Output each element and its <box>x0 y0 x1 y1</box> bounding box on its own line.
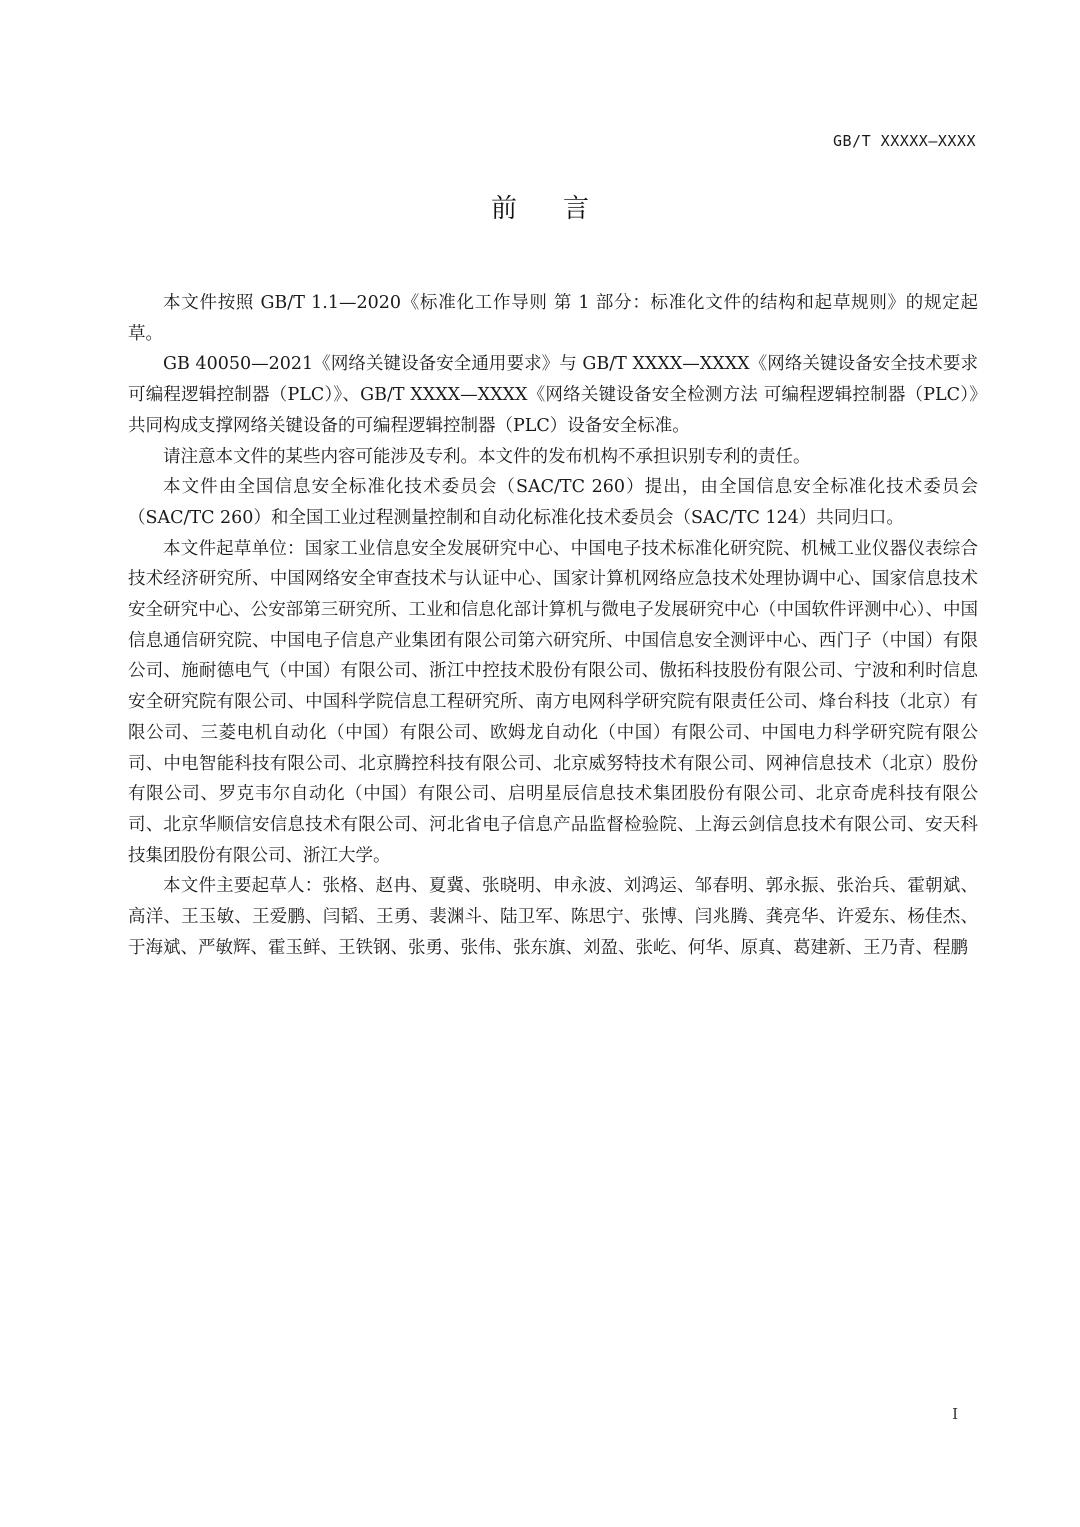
paragraph-patent-notice: 请注意本文件的某些内容可能涉及专利。本文件的发布机构不承担识别专利的责任。 <box>163 446 811 467</box>
document-code: GB/T XXXXX—XXXX <box>833 132 976 150</box>
paragraph-drafters: 本文件主要起草人：张格、赵冉、夏冀、张晓明、申永波、刘鸿运、邹春明、郭永振、张治兵、霍朝斌、高洋、王玉敏、王爱鹏、闫韬、王勇、裴渊斗、陆卫军、陈思宁、张博、闫兆腾、龚亮华、许爱东、杨佳杰、于海斌、严敏辉、霍玉鲜、王铁钢、张勇、张伟、张东旗、刘盈、张屹、何华、原真、葛建新、王乃青、程鹏 <box>128 876 978 958</box>
foreword-body <box>128 288 978 963</box>
paragraph-related-standards: GB 40050—2021《网络关键设备安全通用要求》与 GB/T XXXX—XXXX《网络关键设备安全技术要求 可编程逻辑控制器（PLC）》、GB/T XXXX—XXXX《网络关键设备安全检测方法 可编程逻辑控制器（PLC）》共同构成支撑网络关键设备的可编程逻辑控制器（PLC）设备安全标准。 <box>128 354 978 436</box>
page-title: 前言 <box>490 194 635 224</box>
paragraph-proposer: 本文件由全国信息安全标准化技术委员会（SAC/TC 260）提出，由全国信息安全标准化技术委员会（SAC/TC 260）和全国工业过程测量控制和自动化标准化技术委员会（SAC/TC 124）共同归口。 <box>128 477 978 528</box>
page-number: I <box>952 1405 958 1423</box>
paragraph-drafting-units: 本文件起草单位：国家工业信息安全发展研究中心、中国电子技术标准化研究院、机械工业仪器仪表综合技术经济研究所、中国网络安全审查技术与认证中心、国家计算机网络应急技术处理协调中心、国家信息技术安全研究中心、公安部第三研究所、工业和信息化部计算机与微电子发展研究中心（中国软件评测中心）、中国信息通信研究院、中国电子信息产业集团有限公司第六研究所、中国信息安全测评中心、西门子（中国）有限公司、施耐德电气（中国）有限公司、浙江中控技术股份有限公司、傲拓科技股份有限公司、宁波和利时信息安全研究院有限公司、中国科学院信息工程研究所、南方电网科学研究院有限责任公司、烽台科技（北京）有限公司、三菱电机自动化（中国）有限公司、欧姆龙自动化（中国）有限公司、中国电力科学研究院有限公司、中电智能科技有限公司、北京腾控科技有限公司、北京威努特技术有限公司、网神信息技术（北京）股份有限公司、罗克韦尔自动化（中国）有限公司、启明星辰信息技术集团股份有限公司、北京奇虎科技有限公司、北京华顺信安信息技术有限公司、河北省电子信息产品监督检验院、上海云剑信息技术有限公司、安天科技集团股份有限公司、浙江大学。 <box>128 538 978 866</box>
paragraph-drafting-rules: 本文件按照 GB/T 1.1—2020《标准化工作导则 第 1 部分：标准化文件的结构和起草规则》的规定起草。 <box>128 293 978 344</box>
